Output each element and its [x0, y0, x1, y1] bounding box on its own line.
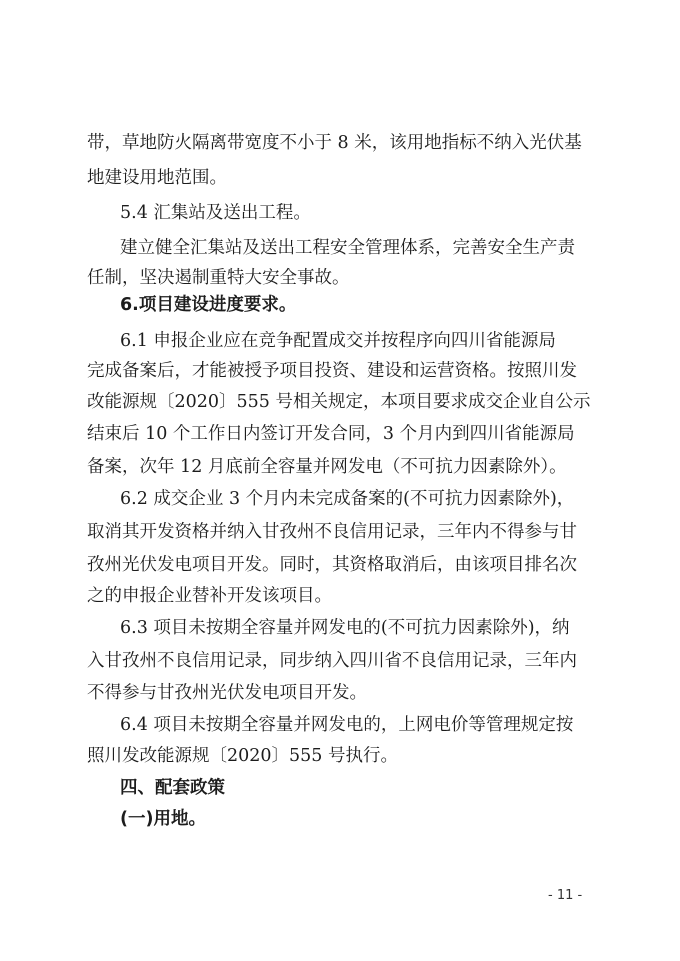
text-line: 6.3 项目未按期全容量并网发电的(不可抗力因素除外)，纳	[120, 618, 570, 638]
text-line: 改能源规〔2020〕555 号相关规定，本项目要求成交企业自公示	[87, 392, 591, 412]
text-line: 任制，坚决遏制重特大安全事故。	[87, 268, 350, 288]
text-line: 完成备案后，才能被授予项目投资、建设和运营资格。按照川发	[87, 361, 577, 381]
text-line: 带，草地防火隔离带宽度不小于 8 米，该用地指标不纳入光伏基	[87, 133, 582, 153]
page-number: - 11 -	[548, 888, 583, 903]
text-line: 孜州光伏发电项目开发。同时，其资格取消后，由该项目排名次	[87, 555, 577, 575]
section-heading: 6.项目建设进度要求。	[120, 295, 297, 315]
text-line: 6.2 成交企业 3 个月内未完成备案的(不可抗力因素除外)，	[120, 489, 575, 509]
text-line: 取消其开发资格并纳入甘孜州不良信用记录，三年内不得参与甘	[87, 522, 577, 542]
text-line: 备案，次年 12 月底前全容量并网发电（不可抗力因素除外）。	[87, 457, 567, 477]
text-line: 6.1 申报企业应在竞争配置成交并按程序向四川省能源局	[120, 331, 556, 351]
text-line: 建立健全汇集站及送出工程安全管理体系，完善安全生产责	[120, 238, 575, 258]
text-line: 入甘孜州不良信用记录，同步纳入四川省不良信用记录，三年内	[87, 651, 577, 671]
section-heading: 5.4 汇集站及送出工程。	[120, 203, 311, 223]
text-line: 照川发改能源规〔2020〕555 号执行。	[87, 746, 398, 766]
chapter-heading: 四、配套政策	[120, 778, 225, 798]
subsection-heading: (一)用地。	[120, 809, 206, 829]
text-line: 6.4 项目未按期全容量并网发电的，上网电价等管理规定按	[120, 715, 574, 735]
text-line: 地建设用地范围。	[87, 168, 227, 188]
text-line: 不得参与甘孜州光伏发电项目开发。	[87, 683, 367, 703]
text-line: 结束后 10 个工作日内签订开发合同，3 个月内到四川省能源局	[87, 424, 575, 444]
text-line: 之的申报企业替补开发该项目。	[87, 586, 332, 606]
